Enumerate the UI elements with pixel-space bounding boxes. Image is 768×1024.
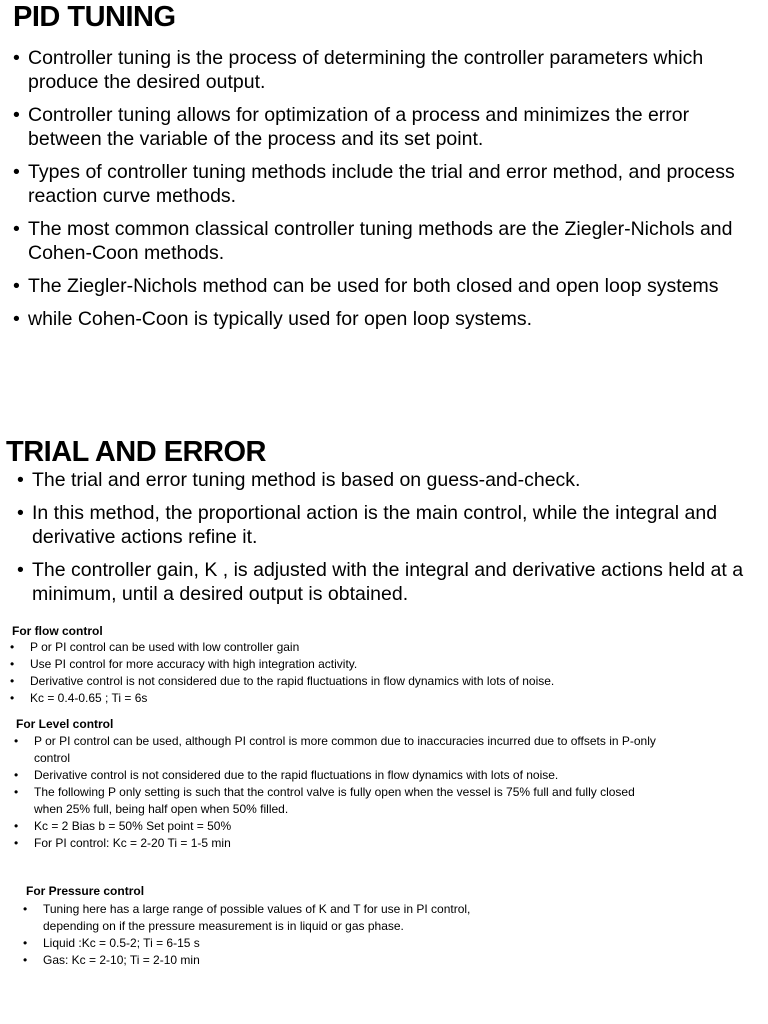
list-item: • The controller gain, K , is adjusted with the integral and derivative actions held at a minimum, until a desired output is obtained.	[17, 558, 765, 606]
flow-control-list	[8, 639, 658, 707]
list-item: • Tuning here has a large range of possible values of K and T for use in PI control, depending on if the pressure measurement is in liquid or gas phase.	[21, 901, 481, 935]
list-item: • Derivative control is not considered due to the rapid fluctuations in flow dynamics with lots of noise.	[8, 673, 658, 690]
list-item: • For PI control: Kc = 2-20 Ti = 1-5 min	[12, 835, 660, 852]
trial-and-error-list	[17, 468, 765, 615]
level-control-list	[12, 733, 660, 852]
list-item: • Kc = 2 Bias b = 50% Set point = 50%	[12, 818, 660, 835]
list-item: • while Cohen-Coon is typically used for open loop systems.	[13, 307, 753, 331]
list-item: • P or PI control can be used, although PI control is more common due to inaccuracies incurred due to offsets in P-only control	[12, 733, 660, 767]
list-item: • Liquid :Kc = 0.5-2; Ti = 6-15 s	[21, 935, 481, 952]
list-item: • The following P only setting is such that the control valve is fully open when the vessel is 75% full and fully closed when 25% full, being half open when 50% filled.	[12, 784, 660, 818]
list-item: • The most common classical controller tuning methods are the Ziegler-Nichols and Cohen-Coon methods.	[13, 217, 753, 265]
pressure-control-heading: For Pressure control	[26, 884, 145, 898]
list-item: • Derivative control is not considered due to the rapid fluctuations in flow dynamics with lots of noise.	[12, 767, 660, 784]
list-item: • The trial and error tuning method is based on guess-and-check.	[17, 468, 765, 492]
list-item: • Types of controller tuning methods include the trial and error method, and process reaction curve methods.	[13, 160, 753, 208]
list-item: • P or PI control can be used with low controller gain	[8, 639, 658, 656]
list-item: • In this method, the proportional action is the main control, while the integral and derivative actions refine it.	[17, 501, 765, 549]
list-item: • Controller tuning is the process of determining the controller parameters which produce the desired output.	[13, 46, 753, 94]
list-item: • Use PI control for more accuracy with high integration activity.	[8, 656, 658, 673]
list-item: • The Ziegler-Nichols method can be used for both closed and open loop systems	[13, 274, 753, 298]
pressure-control-list	[21, 901, 481, 969]
flow-control-heading: For flow control	[12, 624, 103, 638]
list-item: • Controller tuning allows for optimization of a process and minimizes the error between the variable of the process and its set point.	[13, 103, 753, 151]
trial-and-error-title: TRIAL AND ERROR	[6, 436, 266, 468]
pid-tuning-title: PID TUNING	[13, 1, 176, 33]
level-control-heading: For Level control	[16, 717, 114, 731]
list-item: • Gas: Kc = 2-10; Ti = 2-10 min	[21, 952, 481, 969]
list-item: • Kc = 0.4-0.65 ; Ti = 6s	[8, 690, 658, 707]
pid-tuning-list	[13, 46, 753, 340]
